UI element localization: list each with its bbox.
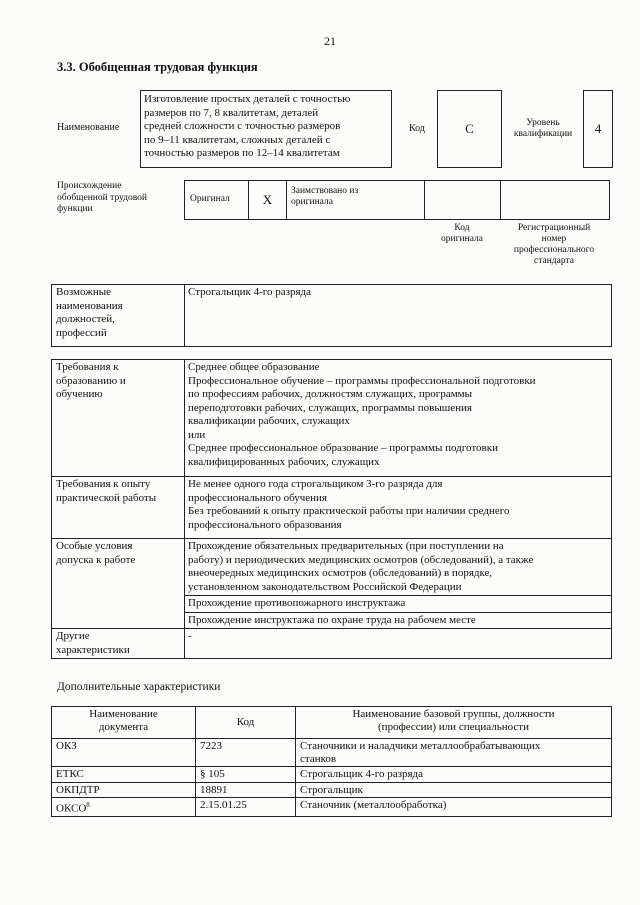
origin-label — [57, 181, 147, 216]
origin-borrowed-line: Заимствовано из — [291, 186, 359, 196]
level-value-box — [583, 90, 613, 168]
experience-line: Без требований к опыту практической работы при наличии среднего — [188, 505, 510, 517]
level-value: 4 — [594, 121, 602, 136]
extra-name: Строгальщик 4-го разряда — [296, 767, 612, 783]
function-name-line: средней сложности с точностью размеров — [144, 120, 341, 132]
page-number: 21 — [324, 34, 336, 48]
function-name-line: по 9–11 квалитетам, сложных деталей с — [144, 133, 331, 146]
origin-code-caption-line: Код — [454, 223, 470, 233]
origin-code-caption — [424, 223, 500, 245]
origin-label-line: Происхождение — [57, 181, 122, 191]
extra-doc-text: ОКСО — [56, 802, 87, 815]
education-label — [52, 360, 185, 477]
extra-code: § 105 — [196, 767, 296, 783]
positions-label-line: наименования — [56, 299, 123, 312]
other-label-line: характеристики — [56, 643, 130, 656]
education-line: Профессиональное обучение – программы профессиональной подготовки — [188, 374, 536, 387]
name-label: Наименование — [57, 122, 120, 133]
extra-header-group-line: Наименование базовой группы, должности — [352, 708, 555, 720]
extra-header-code: Код — [196, 707, 296, 739]
education-label-line: Требования к — [56, 361, 119, 373]
conditions-item-fire: Прохождение противопожарного инструктажа — [185, 596, 611, 613]
education-label-line: обучению — [56, 388, 103, 400]
education-line: или — [188, 428, 206, 441]
education-line: по профессиям рабочих, должностям служащих, программы — [188, 388, 473, 400]
origin-reg-caption-line: профессионального — [513, 245, 595, 255]
origin-original-cell — [185, 181, 249, 219]
extra-title: Дополнительные характеристики — [57, 681, 221, 693]
extra-name: Станочник (металлообработка) — [296, 798, 612, 817]
table-row — [52, 767, 612, 783]
conditions-line: работу) и периодических медицинских осмотров (обследований), а также — [188, 553, 534, 566]
conditions-line: установленном законодательством Российской Федерации — [188, 580, 462, 593]
code-value-box — [437, 90, 502, 168]
extra-doc: ОКЗ — [52, 739, 196, 767]
conditions-label-line: допуска к работе — [56, 553, 136, 566]
origin-label-line: функции — [57, 204, 93, 214]
other-label-line: Другие — [56, 630, 90, 642]
origin-borrowed-cell — [287, 181, 425, 219]
education-line: квалифицированных рабочих, служащих — [188, 455, 380, 468]
extra-name: Строгальщик — [296, 782, 612, 798]
table-row — [52, 798, 612, 817]
requirements-table — [51, 359, 612, 659]
other-label — [52, 629, 185, 659]
function-name-line: точностью размеров по 12–14 квалитетам — [144, 147, 340, 159]
experience-label-line: Требования к опыту — [56, 478, 151, 490]
extra-header-doc-line: Наименование — [89, 708, 158, 720]
function-name-box — [140, 90, 392, 168]
conditions-label-line: Особые условия — [56, 540, 133, 552]
extra-doc — [52, 798, 196, 817]
conditions-label — [52, 539, 185, 629]
education-value — [185, 360, 612, 477]
conditions-item-medical — [185, 539, 611, 596]
extra-header-group-line: (профессии) или специальности — [378, 720, 529, 733]
origin-borrowed-label — [287, 181, 424, 213]
conditions-item-safety: Прохождение инструктажа по охране труда на рабочем месте — [188, 613, 476, 626]
origin-row — [184, 180, 610, 220]
extra-table — [51, 706, 612, 817]
level-label-line: квалификации — [513, 129, 573, 139]
extra-header-doc — [52, 707, 196, 739]
origin-original-label: Оригинал — [190, 194, 230, 204]
origin-code-caption-line: оригинала — [441, 234, 483, 244]
footnote-marker: 8 — [86, 801, 90, 809]
origin-borrowed-line: оригинала — [291, 197, 333, 207]
education-line: переподготовки рабочих, служащих, программы повышения — [188, 401, 472, 414]
education-line: Среднее общее образование — [188, 361, 320, 373]
experience-value — [185, 477, 612, 539]
conditions-value — [185, 539, 612, 629]
origin-reg-caption-line: Регистрационный — [517, 223, 591, 233]
code-value: C — [465, 121, 474, 136]
function-name-line: размеров по 7, 8 квалитетам, деталей — [144, 106, 319, 119]
level-label — [506, 118, 580, 140]
experience-line: профессионального образования — [188, 518, 342, 531]
origin-reg-caption — [500, 223, 608, 267]
extra-name-line: Станочники и наладчики металлообрабатывающих — [300, 740, 541, 752]
conditions-line: Прохождение обязательных предварительных (при поступлении на — [188, 540, 504, 552]
table-row — [52, 782, 612, 798]
origin-reg-caption-line: стандарта — [534, 256, 574, 266]
level-label-line: Уровень — [526, 118, 560, 128]
experience-line: профессионального обучения — [188, 491, 327, 504]
positions-label-line: должностей, — [56, 313, 115, 325]
origin-reg-caption-line: номер — [541, 234, 567, 244]
positions-label-line: Возможные — [56, 286, 111, 298]
extra-doc: ОКПДТР — [52, 782, 196, 798]
extra-name-line: станков — [300, 752, 337, 765]
origin-code-cell — [425, 181, 501, 219]
table-row — [52, 739, 612, 767]
education-line: квалификации рабочих, служащих — [188, 415, 350, 427]
positions-value: Строгальщик 4-го разряда — [185, 285, 612, 347]
function-name-line: Изготовление простых деталей с точностью — [144, 93, 351, 105]
positions-label — [52, 285, 185, 347]
extra-header-doc-line: документа — [98, 720, 149, 733]
origin-label-line: обобщенной трудовой — [57, 192, 147, 203]
extra-header-group — [296, 707, 612, 739]
experience-line: Не менее одного года строгальщиком 3-го разряда для — [188, 478, 443, 490]
experience-label — [52, 477, 185, 539]
education-line: Среднее профессиональное образование – программы подготовки — [188, 442, 498, 454]
extra-name — [296, 739, 612, 767]
other-value: - — [185, 629, 612, 659]
section-title: 3.3. Обобщенная трудовая функция — [57, 60, 258, 74]
code-label: Код — [409, 123, 425, 134]
extra-doc: ЕТКС — [52, 767, 196, 783]
origin-reg-cell — [501, 181, 609, 219]
education-label-line: образованию и — [56, 374, 126, 387]
conditions-line: внеочередных медицинских осмотров (обследований) в порядке, — [188, 567, 493, 579]
positions-label-line: профессий — [56, 326, 107, 339]
extra-code: 7223 — [196, 739, 296, 767]
positions-table — [51, 284, 612, 347]
experience-label-line: практической работы — [56, 491, 157, 504]
origin-original-mark: X — [249, 181, 287, 219]
extra-code: 18891 — [196, 782, 296, 798]
extra-code: 2.15.01.25 — [196, 798, 296, 817]
